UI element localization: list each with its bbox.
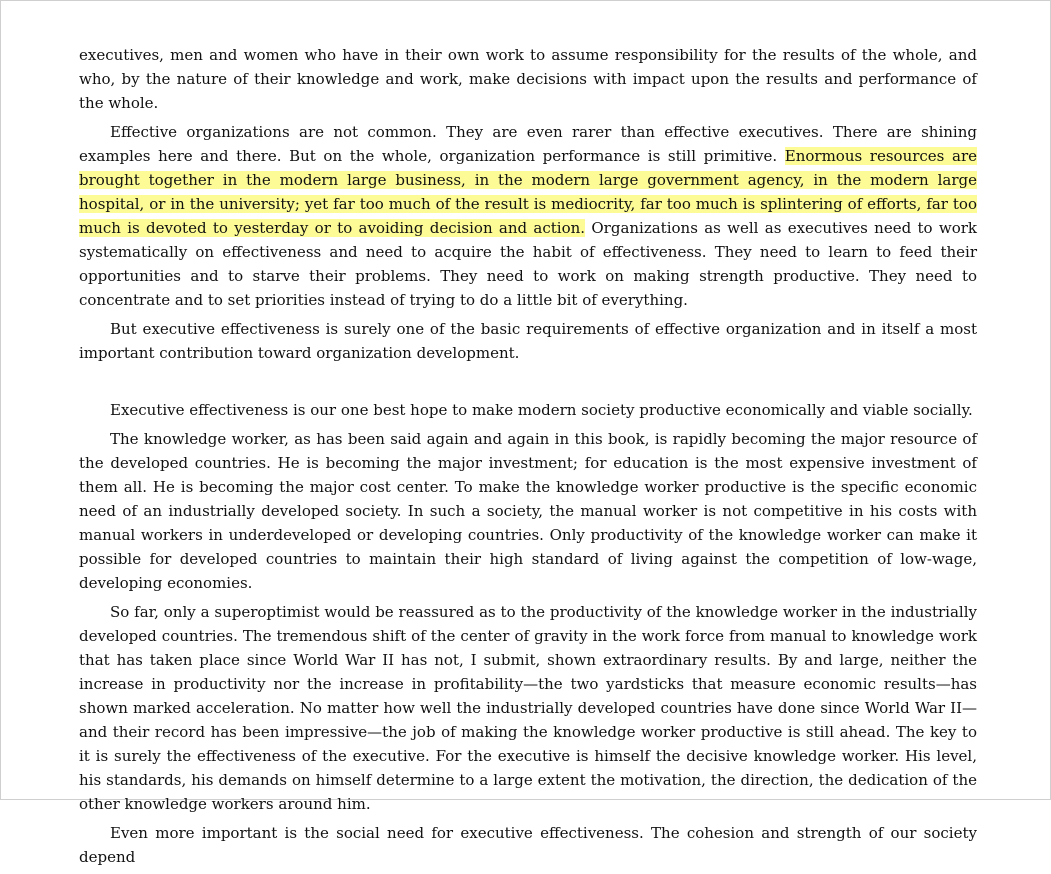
paragraph-2-text-after: Organizations as well as executives need to work systematically on effectiveness and need to acquire the habit of effectiveness. They need to learn to feed their opportunities and to starve their problems. They need to work on making strength productive. They need to concentrate and to set priorities instead of trying to do a little bit of everything. bbox=[79, 219, 977, 309]
paragraph-6: So far, only a superoptimist would be reassured as to the productivity of the knowledge worker in the industrially developed countries. The tremendous shift of the center of gravity in the work force from manual to knowledge work that has taken place since World War II has not, I submit, shown extraordinary results. By and large, neither the increase in productivity nor the increase in profitability—the two yardsticks that measure economic results—has shown marked acceleration. No matter how well the industrially developed countries have done since World War II—and their record has been impressive—the job of making the knowledge worker productive is still ahead. The key to it is surely the effectiveness of the executive. For the executive is himself the decisive knowledge worker. His level, his standards, his demands on himself determine to a large extent the motivation, the direction, the dedication of the other knowledge workers around him. bbox=[79, 603, 977, 813]
paragraph-3: But executive effectiveness is surely one of the basic requirements of effective organization and in itself a most important contribution toward organization development. bbox=[79, 320, 977, 362]
paragraph-2-text-before: Effective organizations are not common. They are even rarer than effective executives. There are shining examples here and there. But on the whole, organization performance is still primitive. bbox=[79, 123, 977, 165]
highlighted-passage[interactable]: Enormous resources are brought together in the modern large business, in the modern large government agency, in the modern large hospital, or in the university; yet far too much of the result is mediocrity, far too much is splintering of efforts, far too much is devoted to yesterday or to avoiding decision and action. bbox=[79, 147, 977, 237]
paragraph-1: executives, men and women who have in their own work to assume responsibility for the results of the whole, and who, by the nature of their knowledge and work, make decisions with impact upon the results and performance of the whole. bbox=[79, 46, 977, 112]
paragraph-2 bbox=[79, 120, 977, 312]
paragraph-4: Executive effectiveness is our one best hope to make modern society productive economically and viable socially. bbox=[110, 401, 973, 419]
paragraph-7: Even more important is the social need for executive effectiveness. The cohesion and strength of our society depend bbox=[79, 824, 977, 866]
document-page[interactable] bbox=[79, 43, 977, 874]
paragraph-5: The knowledge worker, as has been said again and again in this book, is rapidly becoming the major resource of the developed countries. He is becoming the major investment; for education is the most expensive investment of them all. He is becoming the major cost center. To make the knowledge worker productive is the specific economic need of an industrially developed society. In such a society, the manual worker is not competitive in his costs with manual workers in underdeveloped or developing countries. Only productivity of the knowledge worker can make it possible for developed countries to maintain their high standard of living against the competition of low-wage, developing economies. bbox=[79, 430, 977, 592]
